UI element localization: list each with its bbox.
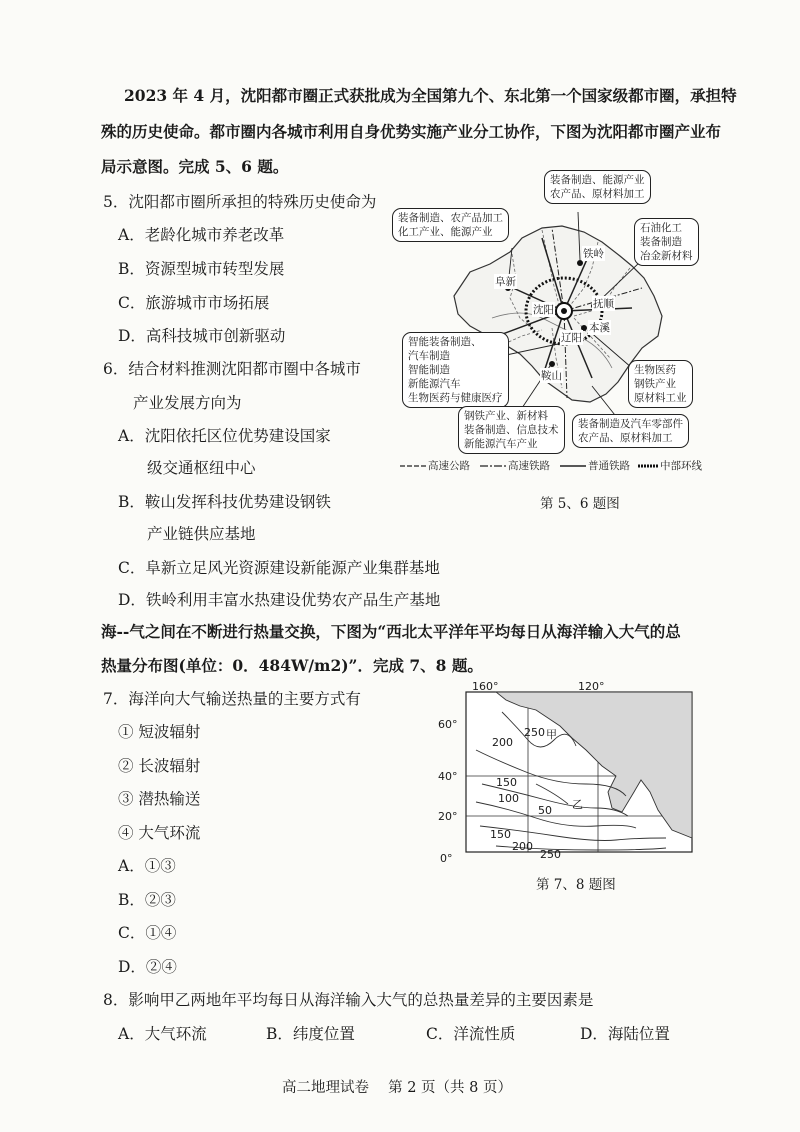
callout-top-line1: 装备制造、能源产业: [550, 174, 645, 186]
legend-rail: 普通铁路: [588, 460, 630, 472]
q5-option-c[interactable]: C．旅游城市市场拓展: [118, 294, 270, 312]
q6-option-d[interactable]: D．铁岭利用丰富水热建设优势农产品生产基地: [118, 591, 441, 609]
contour-150-south: 150: [490, 828, 511, 841]
callout-middle-line1: 智能装备制造、: [408, 336, 482, 348]
q5-option-d[interactable]: D．高科技城市创新驱动: [118, 327, 286, 345]
pacific-heat-map: [436, 680, 696, 865]
callout-middle-line3: 智能制造: [408, 364, 450, 376]
q8-option-c[interactable]: C．洋流性质: [426, 1025, 516, 1043]
contour-50: 50: [538, 804, 552, 817]
intro2-line1: 海--气之间在不断进行热量交换，下图为“西北太平洋年平均每日从海洋输入大气的总: [101, 622, 681, 641]
shenyang-metro-map: [392, 168, 702, 478]
callout-auto-line1: 装备制造及汽车零部件: [578, 418, 683, 430]
page-footer: 高二地理试卷 第 2 页（共 8 页）: [282, 1080, 512, 1096]
q7-option-d[interactable]: D．②④: [118, 958, 177, 976]
contour-200-north: 200: [492, 736, 513, 749]
callout-steel-line1: 钢铁产业、新材料: [464, 410, 548, 422]
callout-top-line2: 农产品、原材料加工: [550, 188, 645, 200]
point-jia: 甲: [546, 728, 557, 741]
lat-20: 20°: [438, 810, 458, 823]
callout-middle-line5: 生物医药与健康医疗: [408, 392, 503, 404]
contour-250-south: 250: [540, 848, 561, 861]
lon-120: 120°: [578, 680, 605, 693]
callout-middle-line2: 汽车制造: [408, 350, 450, 362]
contour-150-north: 150: [496, 776, 517, 789]
q6-stem-line2: 产业发展方向为: [133, 394, 242, 412]
q6-stem-line1: 6．结合材料推测沈阳都市圈中各城市: [103, 360, 361, 378]
city-fushun: 抚顺: [593, 298, 614, 310]
intro1-line2: 殊的历史使命。都市圈内各城市利用自身优势实施产业分工协作，下图为沈阳都市圈产业布: [101, 122, 722, 141]
callout-steel-line2: 装备制造、信息技术: [464, 424, 559, 436]
callout-right-line1: 石油化工: [640, 222, 682, 234]
q8-option-d[interactable]: D．海陆位置: [580, 1025, 670, 1043]
callout-left-line1: 装备制造、农产品加工: [398, 212, 503, 224]
q6-option-b-line1[interactable]: B．鞍山发挥科技优势建设钢铁: [118, 493, 331, 511]
pacific-map-svg: [436, 680, 696, 865]
city-tieling: 铁岭: [583, 248, 604, 260]
callout-steel-line3: 新能源汽车产业: [464, 438, 538, 450]
contour-200-south: 200: [512, 840, 533, 853]
callout-right: [634, 218, 699, 266]
point-yi: 乙: [572, 798, 583, 811]
callout-auto-line2: 农产品、原材料加工: [578, 432, 673, 444]
q7-item-4: ④ 大气环流: [118, 824, 201, 842]
contour-100: 100: [498, 792, 519, 805]
callout-top: [544, 170, 651, 204]
q7-item-2: ② 长波辐射: [118, 757, 201, 775]
q7-option-c[interactable]: C．①④: [118, 924, 177, 942]
legend-highway-symbol: [400, 462, 426, 470]
legend-highway: 高速公路: [428, 460, 470, 472]
city-shenyang: 沈阳: [533, 304, 554, 316]
callout-left: [392, 208, 509, 242]
legend-hsr: 高速铁路: [508, 460, 550, 472]
fig78-caption: 第 7、8 题图: [536, 877, 616, 893]
callout-steel: [458, 406, 565, 454]
q8-option-b[interactable]: B．纬度位置: [266, 1025, 355, 1043]
intro2-line2: 热量分布图(单位：0．484W/m2)”．完成 7、8 题。: [101, 656, 483, 675]
callout-right-line2: 装备制造: [640, 236, 682, 248]
q7-stem: 7．海洋向大气输送热量的主要方式有: [103, 690, 361, 708]
q7-option-a[interactable]: A．①③: [118, 857, 176, 875]
map-legend: [400, 458, 700, 474]
callout-bio-line2: 钢铁产业: [634, 378, 676, 390]
q6-option-b-line2[interactable]: 产业链供应基地: [147, 525, 256, 543]
q7-option-b[interactable]: B．②③: [118, 891, 176, 909]
q7-item-3: ③ 潜热输送: [118, 790, 201, 808]
callout-middle-line4: 新能源汽车: [408, 378, 461, 390]
callout-bio: [628, 360, 693, 408]
city-liaoyang: 辽阳: [561, 332, 582, 344]
lon-160: 160°: [472, 680, 499, 693]
callout-bio-line1: 生物医药: [634, 364, 676, 376]
fig56-caption: 第 5、6 题图: [540, 496, 620, 512]
legend-hsr-symbol: [480, 462, 506, 470]
q8-stem: 8．影响甲乙两地年平均每日从海洋输入大气的总热量差异的主要因素是: [103, 991, 594, 1009]
city-benxi: 本溪: [589, 322, 610, 334]
city-fuxin: 阜新: [495, 276, 516, 288]
intro1-line3: 局示意图。完成 5、6 题。: [101, 157, 289, 176]
lat-40: 40°: [438, 770, 458, 783]
q7-item-1: ① 短波辐射: [118, 723, 201, 741]
callout-right-line3: 冶金新材料: [640, 250, 693, 262]
q6-option-a-line1[interactable]: A．沈阳依托区位优势建设国家: [118, 427, 331, 445]
q5-option-b[interactable]: B．资源型城市转型发展: [118, 260, 285, 278]
callout-left-line2: 化工产业、能源产业: [398, 226, 493, 238]
q5-option-a[interactable]: A．老龄化城市养老改革: [118, 226, 285, 244]
q8-option-a[interactable]: A．大气环流: [118, 1025, 207, 1043]
q6-option-a-line2[interactable]: 级交通枢纽中心: [147, 459, 256, 477]
callout-auto: [572, 414, 689, 448]
callout-middle: [402, 332, 509, 408]
legend-rail-symbol: [560, 462, 586, 470]
legend-ring: 中部环线: [660, 460, 702, 472]
intro1-line1: 2023 年 4 月，沈阳都市圈正式获批成为全国第九个、东北第一个国家级都市圈，承担特: [124, 86, 737, 105]
lat-0: 0°: [440, 852, 453, 865]
q5-stem: 5．沈阳都市圈所承担的特殊历史使命为: [103, 193, 377, 211]
q6-option-c[interactable]: C．阜新立足风光资源建设新能源产业集群基地: [118, 559, 440, 577]
city-anshan: 鞍山: [541, 370, 562, 382]
callout-bio-line3: 原材料工业: [634, 392, 687, 404]
lat-60: 60°: [438, 718, 458, 731]
legend-ring-symbol: [638, 461, 658, 471]
contour-250-north: 250: [524, 726, 545, 739]
